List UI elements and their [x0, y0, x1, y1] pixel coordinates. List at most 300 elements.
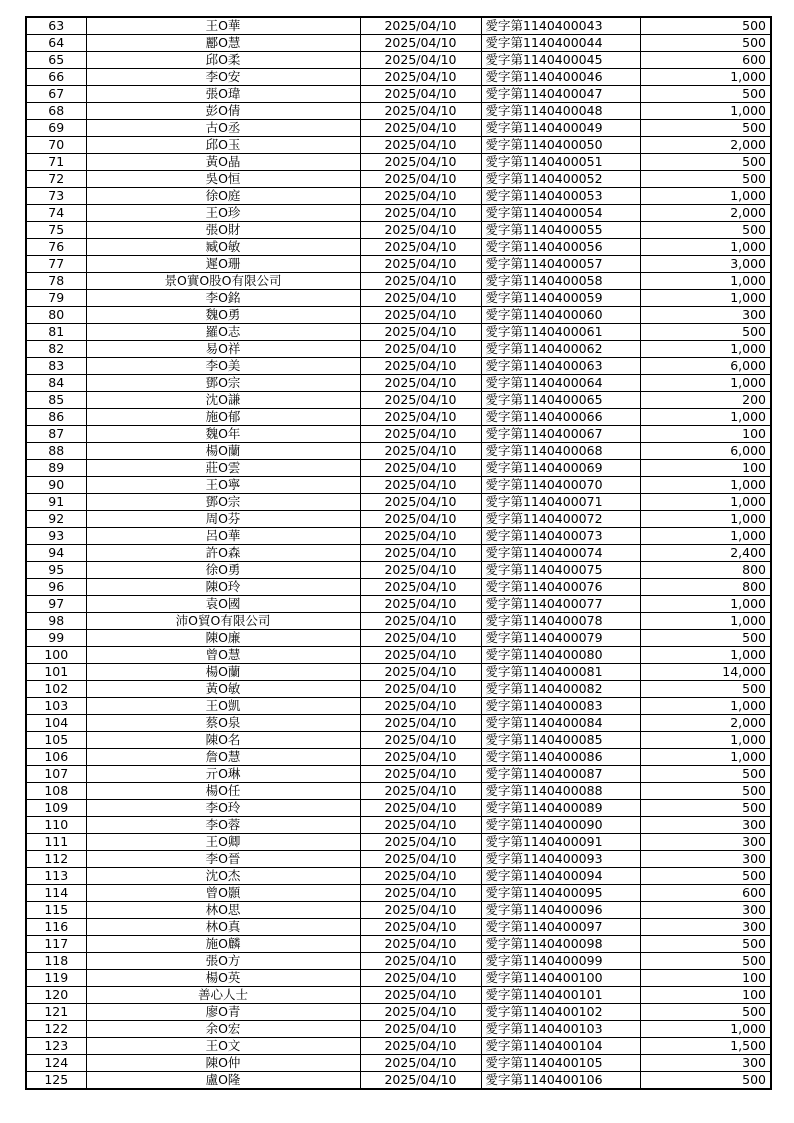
donation-amount: 300 [640, 834, 771, 851]
donor-name: 王O珍 [86, 205, 360, 222]
donation-amount: 2,000 [640, 205, 771, 222]
donation-date: 2025/04/10 [360, 970, 481, 987]
receipt-number: 愛字第1140400103 [481, 1021, 640, 1038]
receipt-number: 愛字第1140400085 [481, 732, 640, 749]
donor-name: 王O卿 [86, 834, 360, 851]
donation-date: 2025/04/10 [360, 885, 481, 902]
donation-amount: 1,000 [640, 239, 771, 256]
donation-date: 2025/04/10 [360, 987, 481, 1004]
donor-name: 施O麟 [86, 936, 360, 953]
donor-name: 陳O廉 [86, 630, 360, 647]
donation-date: 2025/04/10 [360, 732, 481, 749]
donation-amount: 500 [640, 630, 771, 647]
receipt-number: 愛字第1140400048 [481, 103, 640, 120]
donor-name: 吳O恒 [86, 171, 360, 188]
donation-date: 2025/04/10 [360, 1055, 481, 1072]
receipt-number: 愛字第1140400087 [481, 766, 640, 783]
donation-amount: 600 [640, 52, 771, 69]
table-row [26, 188, 771, 205]
donation-amount: 300 [640, 902, 771, 919]
donation-date: 2025/04/10 [360, 1021, 481, 1038]
row-number: 74 [26, 205, 86, 222]
donor-name: 林O思 [86, 902, 360, 919]
donor-name: 王O寧 [86, 477, 360, 494]
donation-amount: 300 [640, 307, 771, 324]
donation-amount: 1,000 [640, 494, 771, 511]
donor-name: 盧O隆 [86, 1072, 360, 1090]
receipt-number: 愛字第1140400080 [481, 647, 640, 664]
donor-name: 魏O年 [86, 426, 360, 443]
table-row [26, 868, 771, 885]
receipt-number: 愛字第1140400082 [481, 681, 640, 698]
donor-name: 黃O敏 [86, 681, 360, 698]
donor-name: 亓O琳 [86, 766, 360, 783]
row-number: 97 [26, 596, 86, 613]
row-number: 110 [26, 817, 86, 834]
receipt-number: 愛字第1140400099 [481, 953, 640, 970]
donation-amount: 1,000 [640, 613, 771, 630]
receipt-number: 愛字第1140400050 [481, 137, 640, 154]
donation-date: 2025/04/10 [360, 69, 481, 86]
receipt-number: 愛字第1140400059 [481, 290, 640, 307]
row-number: 79 [26, 290, 86, 307]
receipt-number: 愛字第1140400056 [481, 239, 640, 256]
donation-amount: 1,000 [640, 273, 771, 290]
table-row [26, 647, 771, 664]
donation-date: 2025/04/10 [360, 205, 481, 222]
receipt-number: 愛字第1140400086 [481, 749, 640, 766]
table-row [26, 545, 771, 562]
receipt-number: 愛字第1140400090 [481, 817, 640, 834]
receipt-number: 愛字第1140400066 [481, 409, 640, 426]
donation-amount: 2,000 [640, 137, 771, 154]
donation-amount: 1,000 [640, 1021, 771, 1038]
donation-amount: 500 [640, 936, 771, 953]
donation-date: 2025/04/10 [360, 613, 481, 630]
donation-amount: 500 [640, 681, 771, 698]
donor-name: 鄧O宗 [86, 375, 360, 392]
table-row [26, 35, 771, 52]
donor-name: 施O郁 [86, 409, 360, 426]
row-number: 64 [26, 35, 86, 52]
donation-amount: 500 [640, 120, 771, 137]
donation-amount: 1,000 [640, 375, 771, 392]
row-number: 92 [26, 511, 86, 528]
receipt-number: 愛字第1140400069 [481, 460, 640, 477]
table-row [26, 358, 771, 375]
donation-date: 2025/04/10 [360, 307, 481, 324]
donation-date: 2025/04/10 [360, 919, 481, 936]
donation-date: 2025/04/10 [360, 358, 481, 375]
donor-name: 陳O玲 [86, 579, 360, 596]
row-number: 68 [26, 103, 86, 120]
donor-name: 魏O勇 [86, 307, 360, 324]
table-row [26, 902, 771, 919]
donation-amount: 1,000 [640, 477, 771, 494]
table-row [26, 375, 771, 392]
row-number: 75 [26, 222, 86, 239]
donation-date: 2025/04/10 [360, 137, 481, 154]
donation-date: 2025/04/10 [360, 511, 481, 528]
row-number: 63 [26, 17, 86, 35]
receipt-number: 愛字第1140400068 [481, 443, 640, 460]
donor-name: 善心人士 [86, 987, 360, 1004]
donation-amount: 800 [640, 579, 771, 596]
donor-name: 徐O勇 [86, 562, 360, 579]
donor-name: 沈O謙 [86, 392, 360, 409]
receipt-number: 愛字第1140400045 [481, 52, 640, 69]
row-number: 67 [26, 86, 86, 103]
row-number: 93 [26, 528, 86, 545]
donation-amount: 500 [640, 154, 771, 171]
row-number: 91 [26, 494, 86, 511]
donor-name: 李O銘 [86, 290, 360, 307]
row-number: 105 [26, 732, 86, 749]
donation-date: 2025/04/10 [360, 222, 481, 239]
table-row [26, 273, 771, 290]
table-row [26, 477, 771, 494]
table-row [26, 392, 771, 409]
donation-date: 2025/04/10 [360, 273, 481, 290]
donation-amount: 6,000 [640, 358, 771, 375]
receipt-number: 愛字第1140400060 [481, 307, 640, 324]
donor-name: 易O祥 [86, 341, 360, 358]
receipt-number: 愛字第1140400075 [481, 562, 640, 579]
donor-name: 羅O志 [86, 324, 360, 341]
donation-amount: 1,000 [640, 749, 771, 766]
receipt-number: 愛字第1140400054 [481, 205, 640, 222]
donation-amount: 1,000 [640, 647, 771, 664]
donor-name: 陳O名 [86, 732, 360, 749]
donation-amount: 1,000 [640, 596, 771, 613]
donor-name: 王O華 [86, 17, 360, 35]
row-number: 115 [26, 902, 86, 919]
donation-date: 2025/04/10 [360, 52, 481, 69]
donation-date: 2025/04/10 [360, 936, 481, 953]
receipt-number: 愛字第1140400062 [481, 341, 640, 358]
donation-date: 2025/04/10 [360, 103, 481, 120]
receipt-number: 愛字第1140400098 [481, 936, 640, 953]
donor-name: 楊O英 [86, 970, 360, 987]
table-row [26, 681, 771, 698]
donation-amount: 1,000 [640, 103, 771, 120]
table-row [26, 239, 771, 256]
row-number: 109 [26, 800, 86, 817]
table-row [26, 613, 771, 630]
donation-amount: 800 [640, 562, 771, 579]
donor-name: 楊O任 [86, 783, 360, 800]
donor-name: 陳O仲 [86, 1055, 360, 1072]
table-row [26, 120, 771, 137]
donation-date: 2025/04/10 [360, 477, 481, 494]
donation-date: 2025/04/10 [360, 1004, 481, 1021]
donation-date: 2025/04/10 [360, 460, 481, 477]
donation-amount: 300 [640, 919, 771, 936]
row-number: 66 [26, 69, 86, 86]
table-row [26, 800, 771, 817]
row-number: 102 [26, 681, 86, 698]
row-number: 100 [26, 647, 86, 664]
donor-name: 張O瑋 [86, 86, 360, 103]
donation-date: 2025/04/10 [360, 290, 481, 307]
row-number: 72 [26, 171, 86, 188]
table-row [26, 17, 771, 35]
table-row [26, 52, 771, 69]
donation-amount: 2,400 [640, 545, 771, 562]
receipt-number: 愛字第1140400095 [481, 885, 640, 902]
donor-name: 遲O珊 [86, 256, 360, 273]
donation-amount: 500 [640, 800, 771, 817]
table-row [26, 137, 771, 154]
row-number: 111 [26, 834, 86, 851]
donor-name: 張O財 [86, 222, 360, 239]
donation-date: 2025/04/10 [360, 953, 481, 970]
donation-amount: 300 [640, 1055, 771, 1072]
donation-date: 2025/04/10 [360, 154, 481, 171]
table-row [26, 256, 771, 273]
donation-amount: 600 [640, 885, 771, 902]
donation-amount: 500 [640, 868, 771, 885]
donation-amount: 1,000 [640, 511, 771, 528]
row-number: 81 [26, 324, 86, 341]
row-number: 96 [26, 579, 86, 596]
row-number: 85 [26, 392, 86, 409]
donor-name: 李O安 [86, 69, 360, 86]
row-number: 82 [26, 341, 86, 358]
donation-amount: 1,000 [640, 698, 771, 715]
receipt-number: 愛字第1140400074 [481, 545, 640, 562]
row-number: 117 [26, 936, 86, 953]
row-number: 103 [26, 698, 86, 715]
donor-name: 沈O杰 [86, 868, 360, 885]
donation-date: 2025/04/10 [360, 868, 481, 885]
donor-name: 蔡O泉 [86, 715, 360, 732]
donation-date: 2025/04/10 [360, 817, 481, 834]
row-number: 77 [26, 256, 86, 273]
donation-amount: 1,000 [640, 528, 771, 545]
table-row [26, 409, 771, 426]
table-row [26, 698, 771, 715]
row-number: 95 [26, 562, 86, 579]
receipt-number: 愛字第1140400053 [481, 188, 640, 205]
donation-date: 2025/04/10 [360, 783, 481, 800]
donation-date: 2025/04/10 [360, 443, 481, 460]
donation-date: 2025/04/10 [360, 800, 481, 817]
donation-date: 2025/04/10 [360, 562, 481, 579]
row-number: 104 [26, 715, 86, 732]
donation-date: 2025/04/10 [360, 647, 481, 664]
table-row [26, 919, 771, 936]
donor-name: 曾O顥 [86, 885, 360, 902]
donation-date: 2025/04/10 [360, 545, 481, 562]
table-row [26, 1004, 771, 1021]
receipt-number: 愛字第1140400058 [481, 273, 640, 290]
donation-amount: 500 [640, 17, 771, 35]
donation-table-body [26, 17, 771, 1089]
donation-date: 2025/04/10 [360, 681, 481, 698]
donor-name: 楊O蘭 [86, 664, 360, 681]
table-row [26, 664, 771, 681]
row-number: 112 [26, 851, 86, 868]
donor-name: 邱O柔 [86, 52, 360, 69]
donation-amount: 1,000 [640, 732, 771, 749]
row-number: 108 [26, 783, 86, 800]
row-number: 124 [26, 1055, 86, 1072]
receipt-number: 愛字第1140400088 [481, 783, 640, 800]
receipt-number: 愛字第1140400102 [481, 1004, 640, 1021]
receipt-number: 愛字第1140400083 [481, 698, 640, 715]
receipt-number: 愛字第1140400044 [481, 35, 640, 52]
donation-amount: 500 [640, 953, 771, 970]
donation-amount: 500 [640, 783, 771, 800]
donation-date: 2025/04/10 [360, 324, 481, 341]
receipt-number: 愛字第1140400067 [481, 426, 640, 443]
donation-date: 2025/04/10 [360, 17, 481, 35]
donation-date: 2025/04/10 [360, 715, 481, 732]
donor-name: 莊O雲 [86, 460, 360, 477]
donor-name: 許O森 [86, 545, 360, 562]
receipt-number: 愛字第1140400071 [481, 494, 640, 511]
donation-amount: 6,000 [640, 443, 771, 460]
donor-name: 呂O華 [86, 528, 360, 545]
donation-date: 2025/04/10 [360, 766, 481, 783]
table-row [26, 205, 771, 222]
receipt-number: 愛字第1140400081 [481, 664, 640, 681]
row-number: 106 [26, 749, 86, 766]
row-number: 113 [26, 868, 86, 885]
receipt-number: 愛字第1140400078 [481, 613, 640, 630]
donor-name: 古O丞 [86, 120, 360, 137]
donor-name: 徐O庭 [86, 188, 360, 205]
receipt-number: 愛字第1140400052 [481, 171, 640, 188]
donation-amount: 200 [640, 392, 771, 409]
table-row [26, 630, 771, 647]
donation-amount: 14,000 [640, 664, 771, 681]
table-row [26, 817, 771, 834]
donation-amount: 500 [640, 1004, 771, 1021]
donor-name: 林O真 [86, 919, 360, 936]
donor-name: 周O芬 [86, 511, 360, 528]
receipt-number: 愛字第1140400097 [481, 919, 640, 936]
table-row [26, 1038, 771, 1055]
receipt-number: 愛字第1140400084 [481, 715, 640, 732]
row-number: 86 [26, 409, 86, 426]
donation-amount: 100 [640, 987, 771, 1004]
table-row [26, 936, 771, 953]
donation-amount: 1,500 [640, 1038, 771, 1055]
row-number: 78 [26, 273, 86, 290]
table-row [26, 443, 771, 460]
receipt-number: 愛字第1140400077 [481, 596, 640, 613]
donor-name: 景O實O股O有限公司 [86, 273, 360, 290]
donation-amount: 1,000 [640, 341, 771, 358]
receipt-number: 愛字第1140400100 [481, 970, 640, 987]
receipt-number: 愛字第1140400096 [481, 902, 640, 919]
table-row [26, 579, 771, 596]
row-number: 118 [26, 953, 86, 970]
receipt-number: 愛字第1140400072 [481, 511, 640, 528]
row-number: 122 [26, 1021, 86, 1038]
donation-amount: 300 [640, 851, 771, 868]
donation-date: 2025/04/10 [360, 409, 481, 426]
table-row [26, 1055, 771, 1072]
donation-amount: 100 [640, 460, 771, 477]
row-number: 99 [26, 630, 86, 647]
table-row [26, 970, 771, 987]
row-number: 114 [26, 885, 86, 902]
receipt-number: 愛字第1140400079 [481, 630, 640, 647]
donation-date: 2025/04/10 [360, 664, 481, 681]
receipt-number: 愛字第1140400093 [481, 851, 640, 868]
row-number: 87 [26, 426, 86, 443]
donor-name: 王O凱 [86, 698, 360, 715]
donor-name: 李O美 [86, 358, 360, 375]
receipt-number: 愛字第1140400070 [481, 477, 640, 494]
donation-amount: 300 [640, 817, 771, 834]
row-number: 123 [26, 1038, 86, 1055]
table-row [26, 766, 771, 783]
receipt-number: 愛字第1140400057 [481, 256, 640, 273]
row-number: 76 [26, 239, 86, 256]
donation-date: 2025/04/10 [360, 1072, 481, 1090]
donation-amount: 500 [640, 171, 771, 188]
row-number: 121 [26, 1004, 86, 1021]
table-row [26, 290, 771, 307]
donor-name: 王O文 [86, 1038, 360, 1055]
donor-name: 鄧O宗 [86, 494, 360, 511]
table-row [26, 341, 771, 358]
row-number: 116 [26, 919, 86, 936]
donation-date: 2025/04/10 [360, 392, 481, 409]
receipt-number: 愛字第1140400063 [481, 358, 640, 375]
donation-date: 2025/04/10 [360, 1038, 481, 1055]
table-row [26, 953, 771, 970]
donation-date: 2025/04/10 [360, 630, 481, 647]
donor-name: 李O蓉 [86, 817, 360, 834]
donation-date: 2025/04/10 [360, 902, 481, 919]
donor-name: 曾O慧 [86, 647, 360, 664]
receipt-number: 愛字第1140400094 [481, 868, 640, 885]
table-row [26, 154, 771, 171]
donation-amount: 1,000 [640, 290, 771, 307]
donation-date: 2025/04/10 [360, 749, 481, 766]
table-row [26, 324, 771, 341]
donor-name: 楊O蘭 [86, 443, 360, 460]
donor-name: 酈O慧 [86, 35, 360, 52]
row-number: 80 [26, 307, 86, 324]
donation-amount: 1,000 [640, 69, 771, 86]
row-number: 69 [26, 120, 86, 137]
donation-amount: 1,000 [640, 409, 771, 426]
donation-amount: 1,000 [640, 188, 771, 205]
table-row [26, 885, 771, 902]
table-row [26, 460, 771, 477]
donor-name: 廖O青 [86, 1004, 360, 1021]
receipt-number: 愛字第1140400073 [481, 528, 640, 545]
receipt-number: 愛字第1140400051 [481, 154, 640, 171]
row-number: 65 [26, 52, 86, 69]
donor-name: 李O玲 [86, 800, 360, 817]
row-number: 84 [26, 375, 86, 392]
donation-amount: 100 [640, 426, 771, 443]
donation-amount: 2,000 [640, 715, 771, 732]
donor-name: 臧O敏 [86, 239, 360, 256]
table-row [26, 715, 771, 732]
row-number: 83 [26, 358, 86, 375]
receipt-number: 愛字第1140400104 [481, 1038, 640, 1055]
row-number: 88 [26, 443, 86, 460]
row-number: 119 [26, 970, 86, 987]
